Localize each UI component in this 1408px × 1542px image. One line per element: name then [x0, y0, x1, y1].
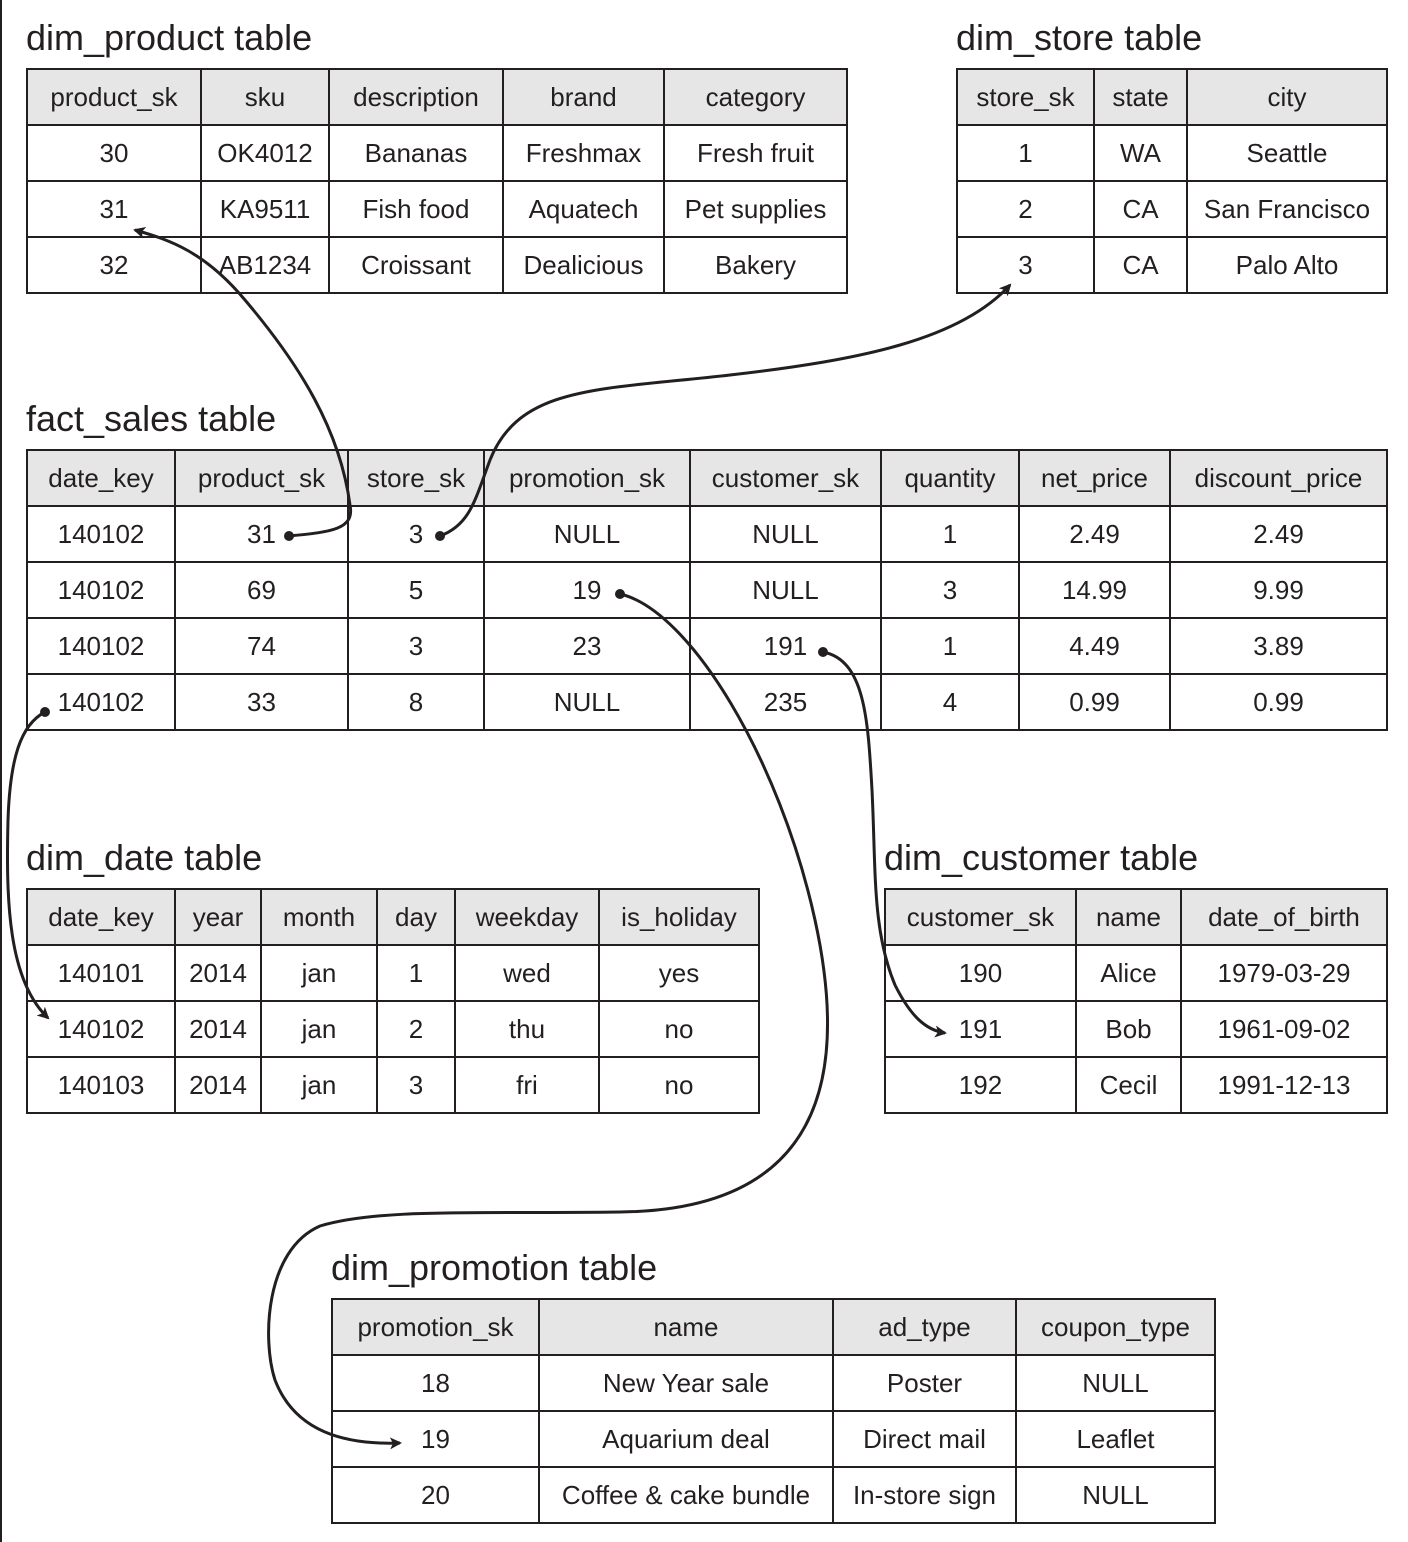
column-header: net_price	[1019, 450, 1170, 506]
column-header: description	[329, 69, 503, 125]
table-cell: no	[599, 1057, 759, 1113]
table-row	[27, 1001, 759, 1057]
table-cell: Alice	[1076, 945, 1181, 1001]
column-header: day	[377, 889, 455, 945]
table-cell: 18	[332, 1355, 539, 1411]
table-cell: Cecil	[1076, 1057, 1181, 1113]
table-cell: San Francisco	[1187, 181, 1387, 237]
table-cell: 20	[332, 1467, 539, 1523]
table-row	[957, 237, 1387, 293]
table-header-row	[27, 889, 759, 945]
table-cell: 31	[175, 506, 348, 562]
table-cell: 1991-12-13	[1181, 1057, 1387, 1113]
column-header: date_of_birth	[1181, 889, 1387, 945]
page-left-border	[0, 0, 2, 1542]
table-cell: 31	[27, 181, 201, 237]
column-header: quantity	[881, 450, 1019, 506]
column-header: discount_price	[1170, 450, 1387, 506]
table-cell: 140103	[27, 1057, 175, 1113]
table-cell: jan	[261, 1001, 377, 1057]
table-cell: NULL	[484, 674, 690, 730]
column-header: date_key	[27, 450, 175, 506]
table-cell: AB1234	[201, 237, 329, 293]
table-cell: 8	[348, 674, 484, 730]
table-row	[885, 1057, 1387, 1113]
table-row	[27, 125, 847, 181]
column-header: name	[1076, 889, 1181, 945]
table-cell: 2	[957, 181, 1094, 237]
table-cell: 2014	[175, 1057, 261, 1113]
column-header: promotion_sk	[484, 450, 690, 506]
column-header: product_sk	[175, 450, 348, 506]
column-header: customer_sk	[885, 889, 1076, 945]
table-cell: NULL	[1016, 1467, 1215, 1523]
table-cell: Aquarium deal	[539, 1411, 833, 1467]
column-header: store_sk	[957, 69, 1094, 125]
dim-product-title: dim_product table	[26, 17, 313, 58]
column-header: sku	[201, 69, 329, 125]
table-cell: Bakery	[664, 237, 847, 293]
table-cell: 1	[377, 945, 455, 1001]
fact-sales-title: fact_sales table	[26, 398, 277, 439]
table-row	[27, 1057, 759, 1113]
dim-product-table	[26, 68, 848, 294]
table-cell: 4	[881, 674, 1019, 730]
table-cell: thu	[455, 1001, 599, 1057]
table-cell: OK4012	[201, 125, 329, 181]
table-cell: 3	[348, 506, 484, 562]
column-header: ad_type	[833, 1299, 1016, 1355]
column-header: name	[539, 1299, 833, 1355]
table-row	[957, 181, 1387, 237]
table-cell: Direct mail	[833, 1411, 1016, 1467]
table-cell: 140102	[27, 618, 175, 674]
table-cell: 14.99	[1019, 562, 1170, 618]
table-cell: Fresh fruit	[664, 125, 847, 181]
column-header: category	[664, 69, 847, 125]
table-cell: CA	[1094, 237, 1187, 293]
column-header: store_sk	[348, 450, 484, 506]
table-row	[27, 506, 1387, 562]
table-row	[332, 1411, 1215, 1467]
table-cell: 140102	[27, 562, 175, 618]
table-cell: 3	[377, 1057, 455, 1113]
table-header-row	[27, 450, 1387, 506]
table-cell: 140102	[27, 1001, 175, 1057]
table-cell: 192	[885, 1057, 1076, 1113]
table-row	[27, 618, 1387, 674]
table-cell: 1	[957, 125, 1094, 181]
column-header: promotion_sk	[332, 1299, 539, 1355]
table-row	[27, 562, 1387, 618]
table-row	[885, 945, 1387, 1001]
table-cell: 2014	[175, 945, 261, 1001]
dim-customer-title: dim_customer table	[884, 837, 1199, 878]
dim-customer-table	[884, 888, 1388, 1114]
table-cell: KA9511	[201, 181, 329, 237]
table-cell: 140101	[27, 945, 175, 1001]
dim-store-table	[956, 68, 1388, 294]
dim-promotion-title: dim_promotion table	[331, 1247, 658, 1288]
table-cell: 9.99	[1170, 562, 1387, 618]
table-cell: 2014	[175, 1001, 261, 1057]
table-cell: 190	[885, 945, 1076, 1001]
table-cell: jan	[261, 1057, 377, 1113]
table-cell: Leaflet	[1016, 1411, 1215, 1467]
table-cell: jan	[261, 945, 377, 1001]
column-header: state	[1094, 69, 1187, 125]
table-cell: Coffee & cake bundle	[539, 1467, 833, 1523]
table-cell: 19	[332, 1411, 539, 1467]
table-cell: 140102	[27, 674, 175, 730]
table-cell: In-store sign	[833, 1467, 1016, 1523]
table-cell: 19	[484, 562, 690, 618]
table-cell: fri	[455, 1057, 599, 1113]
table-cell: 0.99	[1019, 674, 1170, 730]
table-cell: 32	[27, 237, 201, 293]
table-cell: 1	[881, 618, 1019, 674]
table-cell: wed	[455, 945, 599, 1001]
table-row	[885, 1001, 1387, 1057]
table-cell: 4.49	[1019, 618, 1170, 674]
table-row	[27, 674, 1387, 730]
column-header: customer_sk	[690, 450, 881, 506]
table-cell: Bananas	[329, 125, 503, 181]
table-cell: 33	[175, 674, 348, 730]
table-cell: CA	[1094, 181, 1187, 237]
table-cell: 3	[881, 562, 1019, 618]
column-header: date_key	[27, 889, 175, 945]
table-cell: Freshmax	[503, 125, 664, 181]
table-cell: 30	[27, 125, 201, 181]
table-cell: Palo Alto	[1187, 237, 1387, 293]
table-cell: 74	[175, 618, 348, 674]
table-header-row	[957, 69, 1387, 125]
table-cell: NULL	[1016, 1355, 1215, 1411]
table-cell: 235	[690, 674, 881, 730]
dim-date-table	[26, 888, 760, 1114]
table-cell: 1961-09-02	[1181, 1001, 1387, 1057]
table-header-row	[27, 69, 847, 125]
table-cell: 2.49	[1170, 506, 1387, 562]
dim-date-title: dim_date table	[26, 837, 263, 878]
table-cell: 3.89	[1170, 618, 1387, 674]
table-cell: 2	[377, 1001, 455, 1057]
dim-promotion-table	[331, 1298, 1216, 1524]
column-header: weekday	[455, 889, 599, 945]
column-header: year	[175, 889, 261, 945]
table-row	[332, 1467, 1215, 1523]
table-row	[332, 1355, 1215, 1411]
column-header: brand	[503, 69, 664, 125]
table-cell: Dealicious	[503, 237, 664, 293]
table-cell: Aquatech	[503, 181, 664, 237]
table-cell: Poster	[833, 1355, 1016, 1411]
table-cell: 23	[484, 618, 690, 674]
table-cell: Fish food	[329, 181, 503, 237]
fact-sales-table	[26, 449, 1388, 731]
table-cell: 3	[348, 618, 484, 674]
table-cell: 5	[348, 562, 484, 618]
table-cell: 191	[690, 618, 881, 674]
table-row	[27, 181, 847, 237]
table-row	[957, 125, 1387, 181]
table-cell: NULL	[690, 562, 881, 618]
table-cell: Croissant	[329, 237, 503, 293]
table-cell: 1979-03-29	[1181, 945, 1387, 1001]
table-cell: 191	[885, 1001, 1076, 1057]
table-row	[27, 237, 847, 293]
table-header-row	[332, 1299, 1215, 1355]
column-header: coupon_type	[1016, 1299, 1215, 1355]
column-header: is_holiday	[599, 889, 759, 945]
table-cell: 1	[881, 506, 1019, 562]
table-cell: 0.99	[1170, 674, 1387, 730]
table-cell: 2.49	[1019, 506, 1170, 562]
table-header-row	[885, 889, 1387, 945]
column-header: month	[261, 889, 377, 945]
table-cell: 140102	[27, 506, 175, 562]
table-cell: yes	[599, 945, 759, 1001]
table-cell: 3	[957, 237, 1094, 293]
table-cell: NULL	[690, 506, 881, 562]
table-row	[27, 945, 759, 1001]
table-cell: 69	[175, 562, 348, 618]
table-cell: Seattle	[1187, 125, 1387, 181]
dim-store-title: dim_store table	[956, 17, 1203, 58]
table-cell: Pet supplies	[664, 181, 847, 237]
table-cell: WA	[1094, 125, 1187, 181]
table-cell: New Year sale	[539, 1355, 833, 1411]
table-cell: Bob	[1076, 1001, 1181, 1057]
column-header: product_sk	[27, 69, 201, 125]
column-header: city	[1187, 69, 1387, 125]
table-cell: no	[599, 1001, 759, 1057]
table-cell: NULL	[484, 506, 690, 562]
